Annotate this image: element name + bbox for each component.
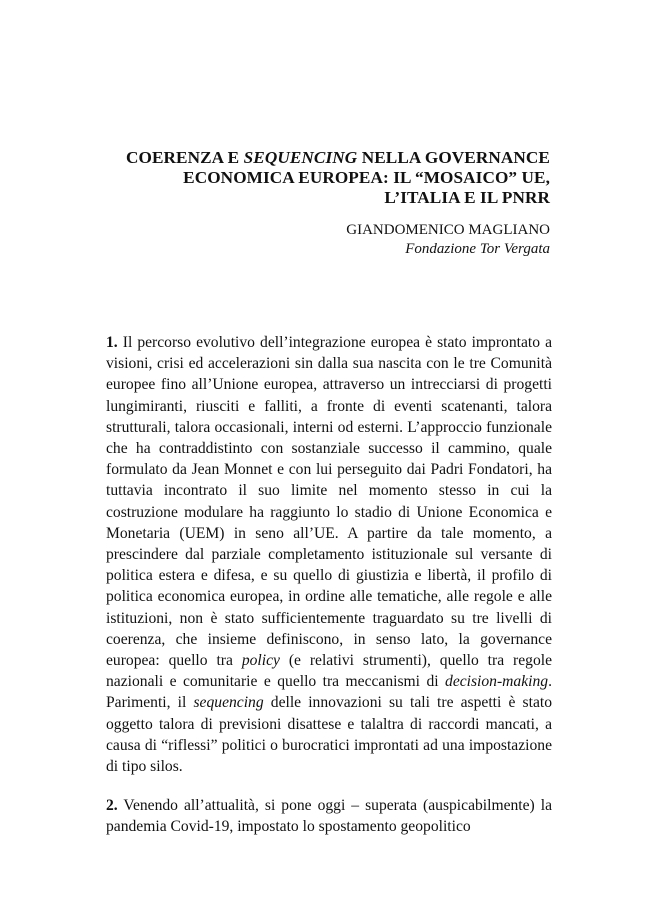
author-block [280,221,550,259]
paragraph-text: Il percorso evolutivo dell’integrazione europea è stato improntato a visioni, crisi ed accelerazioni sin dalla sua nascita con le tre Comunità europee fino all’Unione europea, attraverso un intrecciarsi di progetti lungimiranti, riusciti e falliti, a fronte di eventi scatenanti, talora strutturali, talora occasionali, interni od esterni. L’approccio funzionale che ha contraddistinto con sostanziale successo il cammino, quale formulato da Jean Monnet e con lui perseguito dai Padri Fondatori, ha tuttavia incontrato il suo limite nel momento stesso in cui la costruzione modulare ha raggiunto lo stadio di Unione Economica e Monetaria (UEM) in seno all’UE. A partire da tale momento, a prescindere dal parziale completamento istituzionale sul versante di politica estera e difesa, e su quello di giustizia e libertà, il profilo di politica economica europea, in ordine alle tematiche, alle regole e alle istituzioni, non è stato sufficientemente traguardato su tre livelli di coerenza, che insieme definiscono, in senso lato, la governance europea: quello tra [106,334,552,670]
paragraph-2 [106,795,552,837]
paragraph-number: 1. [106,334,118,351]
title-text: COERENZA E [125,148,244,167]
author-affiliation: Fondazione Tor Vergata [405,241,550,257]
paragraph-text: Venendo all’attualità, si pone oggi – superata (auspicabilmente) la pandemia Covid-19, impostato lo spostamento geopolitico [106,797,552,836]
title-line-2: ECONOMICA EUROPEA: IL “MOSAICO” UE, [183,168,550,187]
author-name: GIANDOMENICO MAGLIANO [346,222,550,238]
paragraph-text: delle innovazioni su tali tre aspetti è stato oggetto talora di previsioni disattese e talaltra di raccordi mancati, a causa di “riflessi” politici o burocratici improntati ad una impostazione di tipo silos. [106,694,552,776]
title-line-1 [110,148,550,168]
title-line-3: L’ITALIA E IL PNRR [384,188,550,207]
italic-term: policy [241,652,280,670]
paragraph-text: . Parimenti, il [106,673,552,712]
paragraph-1 [106,332,552,777]
title-italic-term: SEQUENCING [243,148,358,167]
article-title [110,148,550,208]
paragraph-number: 2. [106,797,118,815]
italic-term: decision-making [445,673,549,691]
paragraph-text: (e relativi strumenti), quello tra regole nazionali e comunitarie e quello tra meccanismi di [106,652,552,691]
italic-term: sequencing [193,694,264,712]
article-body [106,332,552,838]
title-text: NELLA GOVERNANCE [357,148,550,167]
